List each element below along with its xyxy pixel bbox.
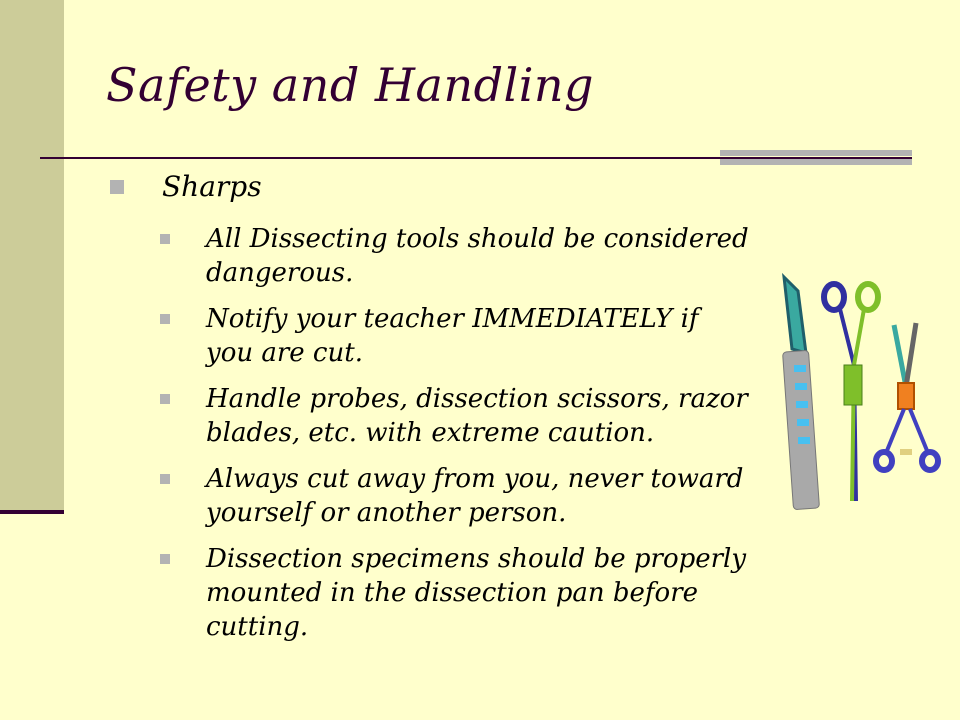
sub-bullet [160, 554, 170, 564]
list-item-text: Notify your teacher IMMEDIATELY if you are cut. [206, 304, 699, 368]
title-divider-accent-top [720, 150, 912, 156]
sub-bullet-list [160, 222, 750, 656]
sub-bullet [160, 394, 170, 404]
list-item-text: Dissection specimens should be properly mounted in the dissection pan before cutting. [206, 544, 747, 642]
scissors-icon [824, 284, 878, 501]
level1-bullet [110, 180, 124, 194]
left-sidebar-band [0, 0, 64, 513]
level1-text: Sharps [162, 170, 262, 203]
list-item [160, 302, 750, 370]
dissection-tools-icon [770, 265, 950, 525]
sub-bullet [160, 314, 170, 324]
list-item [160, 462, 750, 530]
slide-title: Safety and Handling [106, 58, 595, 112]
sidebar-underline [0, 510, 64, 514]
sub-bullet [160, 474, 170, 484]
list-item-text: Always cut away from you, never toward yourself or another person. [206, 464, 744, 528]
scalpel-icon [783, 277, 820, 510]
list-item [160, 222, 750, 290]
list-item-text: Handle probes, dissection scissors, razor blades, etc. with extreme caution. [206, 384, 748, 448]
list-item [160, 542, 750, 644]
title-divider-accent-bottom [720, 159, 912, 165]
sub-bullet [160, 234, 170, 244]
small-scissors-icon [876, 323, 938, 470]
list-item [160, 382, 750, 450]
list-item-text: All Dissecting tools should be considered dangerous. [206, 224, 749, 288]
